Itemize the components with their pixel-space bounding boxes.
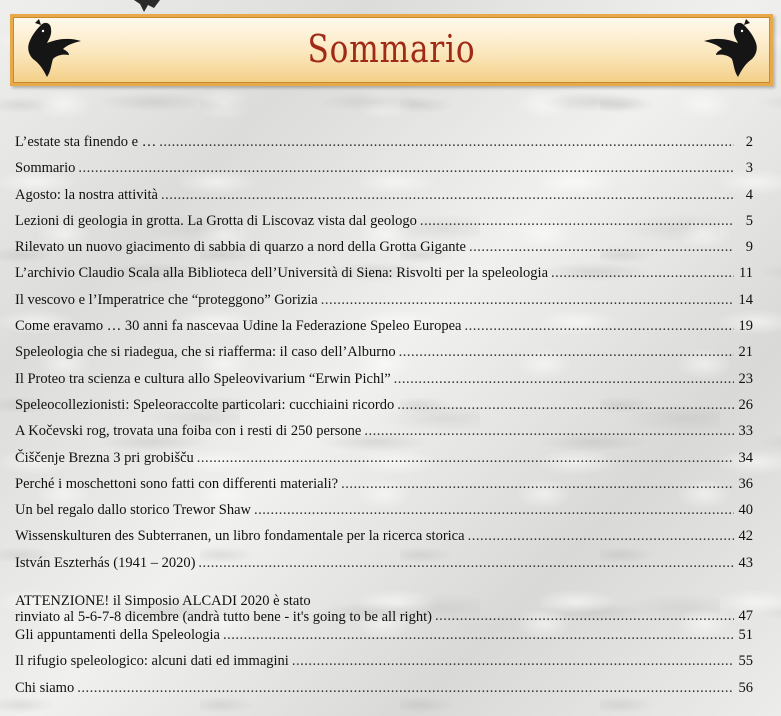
bat-icon — [21, 19, 87, 81]
toc-entry-title: Il vescovo e l’Imperatrice che “proteggono” Gorizia — [15, 291, 318, 308]
toc-entry-title: L’estate sta finendo e … — [15, 134, 157, 150]
toc-entry-page: 36 — [738, 475, 753, 492]
toc-entry[interactable] — [15, 239, 753, 265]
bat-wing-fragment-icon — [132, 0, 162, 14]
toc-entry-page: 5 — [745, 212, 753, 229]
toc-leader-dots — [469, 239, 734, 256]
toc-entry-page: 56 — [738, 679, 753, 696]
toc-entry-page: 51 — [738, 627, 753, 644]
toc-entry[interactable] — [15, 581, 753, 627]
header-banner — [10, 14, 773, 86]
toc-entry-page: 21 — [738, 344, 753, 361]
toc-entry-title: Lezioni di geologia in grotta. La Grotta di Liscovaz vista dal geologo — [15, 212, 417, 229]
page-title: Sommario — [307, 27, 476, 71]
toc-entry-page: 11 — [739, 265, 753, 282]
toc-leader-dots — [223, 627, 734, 644]
toc-entry-title-line1: ATTENZIONE! il Simposio ALCADI 2020 è stato — [15, 593, 311, 610]
toc-entry-title: Gli appuntamenti della Speleologia — [15, 627, 220, 644]
toc-entry[interactable] — [15, 502, 753, 528]
toc-entry[interactable] — [15, 423, 753, 449]
toc-entry-page: 55 — [738, 653, 753, 670]
toc-entry-title: Wissenskulturen des Subterranen, un libro fondamentale per la ricerca storica — [15, 528, 465, 545]
toc-entry-page: 3 — [745, 160, 753, 177]
toc-entry-page: 33 — [738, 423, 753, 440]
toc-leader-dots — [465, 318, 735, 335]
table-of-contents — [15, 134, 753, 706]
toc-entry[interactable] — [15, 318, 753, 344]
toc-entry[interactable] — [15, 134, 753, 160]
toc-leader-dots — [198, 555, 734, 572]
toc-entry-page: 9 — [745, 239, 753, 256]
toc-leader-dots — [161, 187, 734, 204]
toc-entry[interactable] — [15, 555, 753, 581]
toc-entry[interactable] — [15, 528, 753, 554]
toc-entry-page: 26 — [738, 396, 753, 413]
toc-leader-dots — [159, 134, 734, 151]
toc-leader-dots — [254, 502, 734, 519]
toc-entry-page: 34 — [738, 449, 753, 466]
toc-leader-dots — [551, 265, 734, 282]
toc-entry-title: Perché i moschettoni sono fatti con differenti materiali? — [15, 475, 339, 492]
toc-entry[interactable] — [15, 476, 753, 502]
toc-entry-page: 40 — [738, 502, 753, 519]
toc-leader-dots — [78, 160, 734, 177]
toc-leader-dots — [321, 292, 734, 309]
toc-entry-title: Rilevato un nuovo giacimento di sabbia di quarzo a nord della Grotta Gigante — [15, 239, 466, 256]
toc-entry[interactable] — [15, 292, 753, 318]
toc-entry[interactable] — [15, 680, 753, 706]
toc-entry[interactable] — [15, 160, 753, 186]
toc-entry-page: 4 — [745, 186, 753, 203]
toc-entry-page: 42 — [738, 528, 753, 545]
toc-entry[interactable] — [15, 397, 753, 423]
toc-entry-title — [15, 593, 432, 625]
toc-entry-page: 43 — [738, 554, 753, 571]
toc-leader-dots — [435, 608, 734, 625]
toc-entry-title-line2: rinviato al 5-6-7-8 dicembre (andrà tutto bene - it's going to be all right) — [15, 609, 432, 626]
toc-entry-page: 19 — [738, 318, 753, 335]
toc-entry-title: Čiščenje Brezna 3 pri grobišču — [15, 449, 194, 466]
toc-entry-title: Il Proteo tra scienza e cultura allo Speleovivarium “Erwin Pichl” — [15, 370, 391, 387]
toc-leader-dots — [341, 476, 734, 493]
toc-entry[interactable] — [15, 213, 753, 239]
toc-entry-page: 14 — [738, 291, 753, 308]
toc-entry-title: Speleocollezionisti: Speleoraccolte particolari: cucchiaini ricordo — [15, 396, 395, 413]
toc-entry-title: Un bel regalo dallo storico Trewor Shaw — [15, 502, 251, 519]
toc-entry-title: Speleologia che si riadegua, che si riafferma: il caso dell’Alburno — [15, 344, 396, 361]
toc-leader-dots — [364, 423, 734, 440]
toc-entry-title: Il rifugio speleologico: alcuni dati ed immagini — [15, 653, 289, 670]
toc-entry-title: Chi siamo — [15, 679, 75, 696]
toc-entry[interactable] — [15, 187, 753, 213]
toc-leader-dots — [399, 344, 734, 361]
toc-leader-dots — [420, 213, 734, 230]
toc-leader-dots — [397, 397, 734, 414]
toc-entry-title: Come eravamo … 30 anni fa nascevaa Udine la Federazione Speleo Europea — [15, 318, 462, 335]
toc-entry-title: Agosto: la nostra attività — [15, 186, 158, 203]
toc-entry[interactable] — [15, 653, 753, 679]
toc-entry[interactable] — [15, 265, 753, 291]
toc-leader-dots — [292, 653, 734, 670]
toc-entry-page: 47 — [738, 608, 753, 625]
toc-entry-title: István Eszterhás (1941 – 2020) — [15, 554, 196, 571]
toc-leader-dots — [394, 371, 734, 388]
toc-leader-dots — [77, 680, 734, 697]
toc-entry[interactable] — [15, 450, 753, 476]
toc-entry-title: L’archivio Claudio Scala alla Biblioteca dell’Università di Siena: Risvolti per la speleologia — [15, 265, 549, 282]
toc-leader-dots — [468, 528, 734, 545]
toc-entry[interactable] — [15, 344, 753, 370]
toc-entry[interactable] — [15, 371, 753, 397]
bat-icon — [698, 19, 764, 81]
toc-entry[interactable] — [15, 627, 753, 653]
toc-entry-page: 23 — [738, 370, 753, 387]
toc-entry-title: Sommario — [15, 160, 76, 177]
toc-leader-dots — [197, 450, 734, 467]
toc-entry-title: A Kočevski rog, trovata una foiba con i resti di 250 persone — [15, 423, 362, 440]
toc-entry-page: 2 — [745, 134, 753, 150]
